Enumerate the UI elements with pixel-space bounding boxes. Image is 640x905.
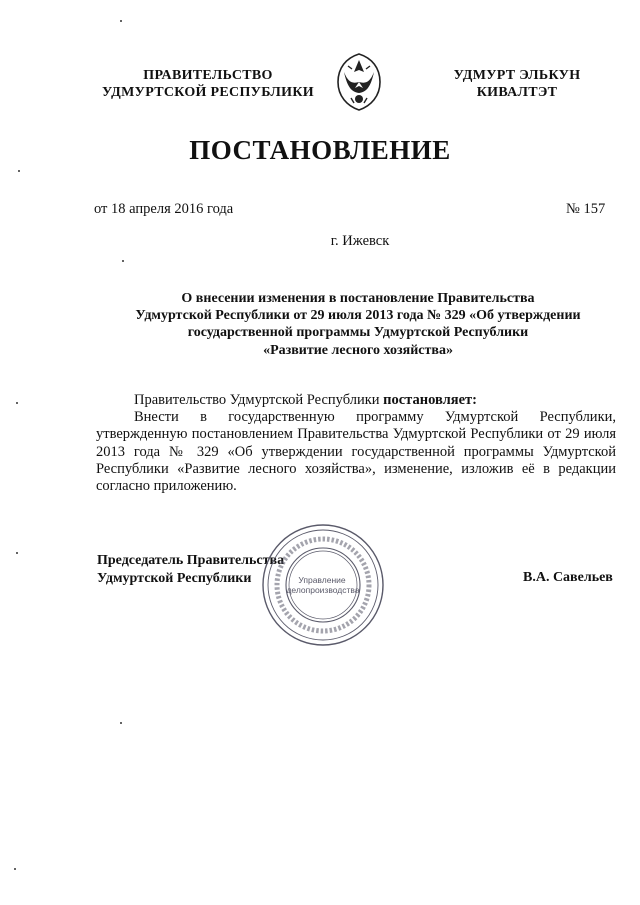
signature-position-line1: Председатель Правительства [97,553,285,568]
document-subject [96,290,620,359]
document-date: от 18 апреля 2016 года [94,201,234,217]
document-body [96,392,616,495]
header-left-line2: УДМУРТСКОЙ РЕСПУБЛИКИ [102,85,314,100]
header-right-line2: КИВАЛТЭТ [476,85,558,100]
signature-position [97,552,284,587]
scan-speck [14,868,16,870]
subject-line3: государственной программы Удмуртской Республики [187,325,529,341]
header-right-line1: УДМУРТ ЭЛЬКУН [453,68,581,83]
subject-line2: Удмуртской Республики от 29 июля 2013 года № 329 «Об утверждении [135,308,581,324]
scan-speck [122,260,124,262]
scan-speck [16,402,18,404]
scan-speck [120,20,122,22]
scan-speck [120,722,122,724]
header-left-line1: ПРАВИТЕЛЬСТВО [143,68,273,83]
body-intro [96,392,616,409]
signature-name: В.А. Савельев [523,570,613,585]
header-right-org [432,67,602,101]
udmurt-emblem-icon [334,52,384,112]
subject-line4: «Развитие лесного хозяйства» [263,342,453,358]
document-city: г. Ижевск [330,233,390,249]
body-intro-bold: постановляет: [383,392,477,408]
stamp-line1: Управление [298,575,346,585]
subject-line1: О внесении изменения в постановление Правительства [181,291,535,306]
body-main-text: Внести в государственную программу Удмуртской Республики, утвержденную постановлением Правительства Удмуртской Республики от 29 июля 2013 года № 329 «Об утверждении государственной программы Удмуртской Республики «Развитие лесного хозяйства», изменение, изложив её в редакции согласно приложению. [96,409,616,495]
document-title: ПОСТАНОВЛЕНИЕ [189,135,451,165]
signature-position-line2: Удмуртской Республики [97,570,252,586]
document-number: № 157 [566,201,606,217]
stamp-line2: делопроизводства [286,585,360,595]
office-stamp [258,520,388,650]
body-intro-plain: Правительство Удмуртской Республики [134,392,384,408]
scan-speck [16,552,18,554]
scan-speck [18,170,20,172]
header-left-org [92,67,324,101]
